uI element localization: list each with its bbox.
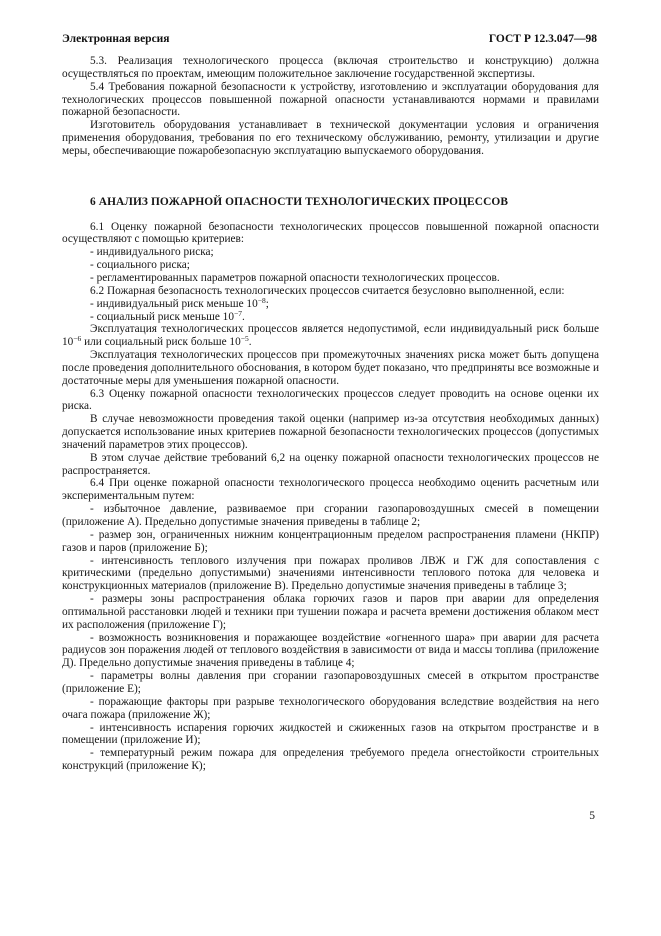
header-standard-number: ГОСТ Р 12.3.047—98: [488, 33, 597, 45]
paragraph-6-4: 6.4 При оценке пожарной опасности технологического процесса необходимо оценить расчетным или экспериментальным путем:: [62, 477, 599, 503]
social-risk-condition: - социальный риск меньше $10^{-7}$.: [90, 308, 245, 323]
individual-risk-condition: - индивидуальный риск меньше $10^{-8}$;: [90, 295, 269, 310]
exponent: −6: [73, 334, 82, 344]
paragraph-6-2: 6.2 Пожарная безопасность технологических процессов считается безусловно выполненной, если:: [90, 284, 565, 297]
paragraph-intermediate: Эксплуатация технологических процессов при промежуточных значениях риска может быть допущена после проведения дополнительного обоснования, в котором будет показано, что предприняты все возможные и достаточные меры для уменьшения пожарной опасности.: [62, 349, 599, 387]
paragraph-unacceptable: Эксплуатация технологических процессов является недопустимой, если индивидуальный риск больше $10^{-6}$ или социальный риск больше $10^{-5}$.: [62, 323, 599, 349]
criterion-item: - регламентированных параметров пожарной опасности технологических процессов.: [90, 271, 500, 284]
header-electronic-version: Электронная версия: [62, 33, 170, 45]
criterion-item: - социального риска;: [90, 259, 190, 272]
assessment-item: - интенсивность теплового излучения при пожарах проливов ЛВЖ и ГЖ для сопоставления с критическими (предельно допустимыми) значениями интенсивности теплового потока для человека и конструкционных материалов (приложение В). Предельно допустимые значения приведены в таблице 3;: [62, 554, 599, 593]
assessment-item: - размеры зоны распространения облака горючих газов и паров при аварии для определения оптимальной расстановки людей и техники при тушении пожара и расчета времени достижения облаком мест их расположения (приложение Г);: [62, 593, 599, 631]
paragraph-not-apply: В этом случае действие требований 6,2 на оценку пожарной опасности технологических процессов не распространяется.: [62, 451, 599, 477]
exponent: −5: [240, 334, 249, 344]
paragraph-6-3: 6.3 Оценку пожарной опасности технологических процессов следует проводить на основе оценки их риска.: [62, 387, 599, 413]
paragraph-impossible: В случае невозможности проведения такой оценки (например из-за отсутствия необходимых данных) допускается использование иных критериев пожарной безопасности технологических процессов (допустимых значений параметров этих процессов).: [62, 413, 599, 451]
document-body: [62, 55, 599, 773]
exponent: −7: [233, 308, 242, 318]
assessment-item: - избыточное давление, развиваемое при сгорании газопаровоздушных смесей в помещении (приложение А). Предельно допустимые значения приведены в таблице 2;: [62, 503, 599, 528]
assessment-item: - размер зон, ограниченных нижним концентрационным пределом распространения пламени (НКПР) газов и паров (приложение Б);: [62, 528, 599, 554]
criterion-item: - индивидуального риска;: [90, 246, 214, 259]
assessment-item: - интенсивность испарения горючих жидкостей и сжиженных газов на открытом пространстве и в помещении (приложение И);: [62, 721, 599, 747]
page-number: 5: [589, 810, 595, 822]
assessment-item: - поражающие факторы при разрыве технологического оборудования вследствие воздействия на него очага пожара (приложение Ж);: [62, 695, 599, 721]
paragraph-6-1: 6.1 Оценку пожарной безопасности технологических процессов повышенной пожарной опасности осуществляют с помощью критериев:: [62, 220, 599, 246]
exponent: −8: [257, 295, 266, 305]
assessment-item: - возможность возникновения и поражающее воздействие «огненного шара» при аварии для расчета радиусов зон поражения людей от теплового воздействия в зависимости от вида и массы топлива (приложение Д). Предельно допустимые значения приведены в таблице 4;: [62, 631, 599, 670]
paragraph-manufacturer: Изготовитель оборудования устанавливает в технической документации условия и ограничения применения оборудования, требования по его техническому обслуживанию, ремонту, утилизации и другие меры, обеспечивающие пожаробезопасную эксплуатацию выпускаемого оборудования.: [62, 119, 599, 157]
section-heading: 6 АНАЛИЗ ПОЖАРНОЙ ОПАСНОСТИ ТЕХНОЛОГИЧЕСКИХ ПРОЦЕССОВ: [90, 195, 509, 208]
paragraph-5-3: 5.3. Реализация технологического процесса (включая строительство и конструкцию) должна осуществляться по проектам, имеющим положительное заключение государственной экспертизы.: [62, 55, 599, 80]
assessment-item: - параметры волны давления при сгорании газопаровоздушных смесей в открытом пространстве (приложение Е);: [62, 670, 599, 695]
assessment-item: - температурный режим пожара для определения требуемого предела огнестойкости строительных конструкций (приложение К);: [62, 747, 599, 773]
paragraph-5-4: 5.4 Требования пожарной безопасности к устройству, изготовлению и эксплуатации оборудования для технологических процессов повышенной пожарной опасности устанавливаются нормами и правилами пожарной безопасности.: [62, 80, 599, 119]
